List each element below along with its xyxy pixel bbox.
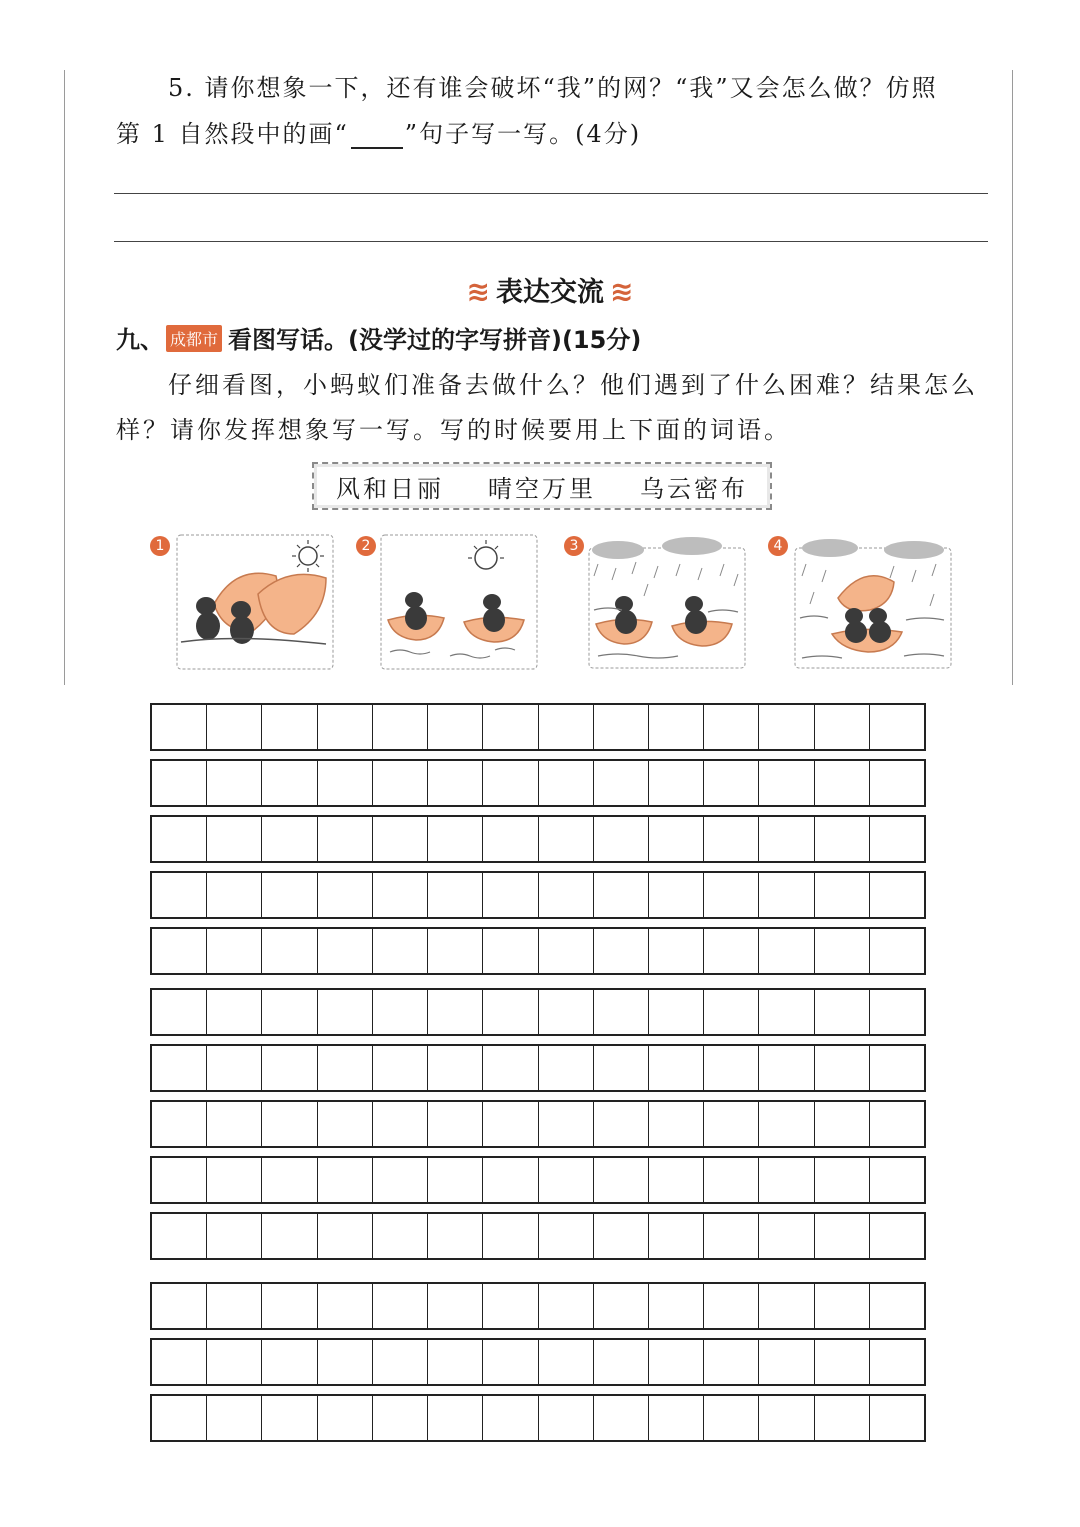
grid-row[interactable] [150,1044,926,1092]
answer-line-2[interactable] [114,241,988,242]
grid-row[interactable] [150,1394,926,1442]
worksheet-top [0,0,1080,685]
question-5-blank [351,127,403,149]
picture-2-number: 2 [356,536,376,556]
section-title [0,270,1080,309]
picture-2-ants-on-water [380,534,538,670]
grid-row[interactable] [150,815,926,863]
grid-row[interactable] [150,1282,926,1330]
grid-row[interactable] [150,703,926,751]
picture-4-number: 4 [768,536,788,556]
grid-row[interactable] [150,1212,926,1260]
grid-row[interactable] [150,927,926,975]
picture-3-rain [588,534,748,670]
question-5-line-2-pre: 第 1 自然段中的画“ [116,120,349,148]
answer-line-1[interactable] [114,193,988,194]
wave-right-icon: ≋ [610,275,634,308]
grid-row[interactable] [150,759,926,807]
question-5-line-2-post: ”句子写一写。(4分) [404,120,642,148]
grid-row[interactable] [150,1338,926,1386]
grid-row[interactable] [150,988,926,1036]
word-1: 风和日丽 [336,474,444,503]
picture-4-shelter [794,534,954,670]
picture-1-ants-with-leaves [176,534,334,670]
page-right-edge [1012,70,1013,685]
picture-1-number: 1 [150,536,170,556]
grid-row[interactable] [150,1156,926,1204]
word-3: 乌云密布 [640,474,748,503]
page-left-edge [64,70,65,685]
word-2: 晴空万里 [488,474,596,503]
prompt-line-1: 仔细看图，小蚂蚁们准备去做什么？他们遇到了什么困难？结果怎么 [168,371,978,399]
section-title-text: 表达交流 [496,277,604,308]
prompt-line-2: 样？请你发挥想象写一写。写的时候要用上下面的词语。 [116,416,791,444]
grid-row[interactable] [150,1100,926,1148]
wave-left-icon: ≋ [466,275,490,308]
question-9-heading [116,320,641,355]
question-5-line-2 [116,114,641,149]
picture-3-number: 3 [564,536,584,556]
question-5-line-1: 5. 请你想象一下，还有谁会破坏“我”的网？“我”又会怎么做？仿照 [168,74,938,102]
question-9-number: 九、 [116,326,164,354]
grid-row[interactable] [150,871,926,919]
word-box [312,462,772,510]
question-9-title: 看图写话。(没学过的字写拼音)(15分) [228,326,642,354]
city-badge: 成都市 [166,325,222,352]
